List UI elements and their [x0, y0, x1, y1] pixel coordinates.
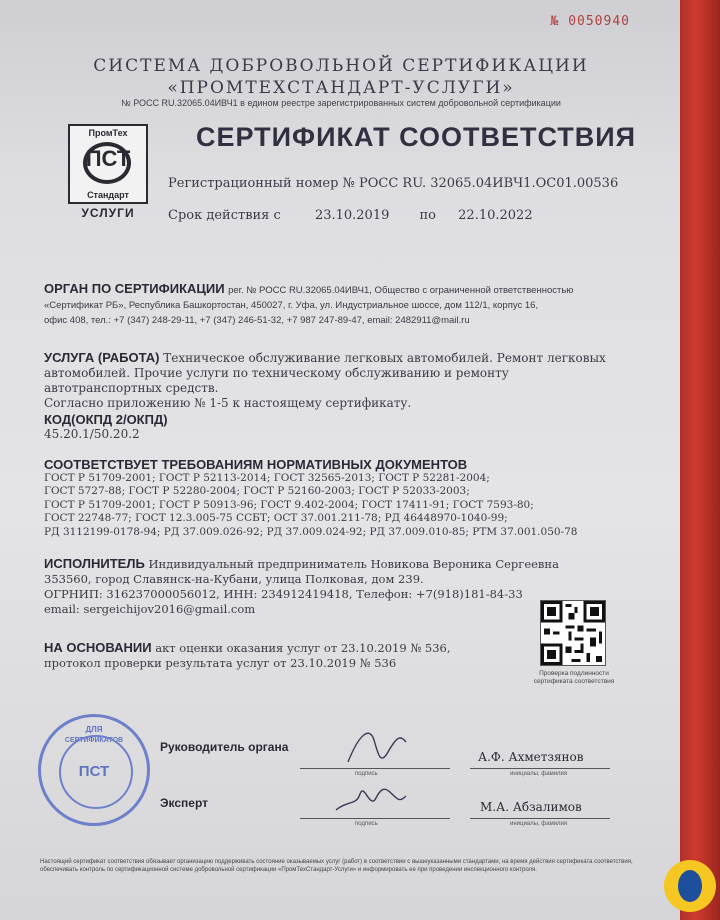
basis-line2: протокол проверки результата услуг от 23.10.2019 № 536 [44, 656, 397, 670]
organ-line2: «Сертификат РБ», Республика Башкортостан, 450027, г. Уфа, ул. Индустриальное шоссе, дом 112/1, корпус 16, [44, 300, 539, 311]
service-line1: Техническое обслуживание легковых автомобилей. Ремонт легковых [163, 351, 606, 365]
validity-period [168, 208, 533, 223]
standards-section [44, 458, 624, 539]
expert-name-sub: инициалы, фамилия [510, 821, 568, 827]
standards-line: ГОСТ 22748-77; ГОСТ 12.3.005-75 ССБТ; ОСТ 37.001.211-78; РД 46448970-1040-99; [44, 512, 508, 524]
basis-section [44, 640, 624, 671]
registration-number: Регистрационный номер № РОСС RU. 32065.04ИВЧ1.ОС01.00536 [168, 176, 619, 191]
organ-line3: офис 408, тел.: +7 (347) 248-29-11, +7 (347) 246-51-32, +7 987 247-89-47, email: 2482911@mail.ru [44, 315, 470, 326]
footnote: Настоящий сертификат соответствия обязывает организацию поддерживать состояние оказываемых услуг (работ) в соответствии с вышеуказанными стандартами, на время действия сертификата соответствия, обеспечивать контроль по сертификационной системе добровольной сертификации «ПромТехСтандарт-Услуги» и информировать ее при проведении инспекционного контроля. [40, 859, 633, 873]
service-heading: УСЛУГА (РАБОТА) [44, 350, 160, 365]
expert-label: Эксперт [160, 796, 209, 810]
code-heading: КОД(ОКПД 2/ОКПД) [44, 412, 168, 427]
basis-heading: НА ОСНОВАНИИ [44, 640, 152, 655]
system-name: «ПРОМТЕХСТАНДАРТ-УСЛУГИ» [167, 78, 515, 98]
expert-name-line [470, 818, 610, 819]
validity-to-label: по [419, 208, 437, 223]
head-name-sub: инициалы, фамилия [510, 771, 568, 777]
standards-line: РД 3112199-0178-94; РД 37.009.026-92; РД 37.009.024-92; РД 37.009.010-85; РТМ 37.001.050-78 [44, 525, 578, 538]
corner-logo-icon [664, 860, 716, 912]
logo-mark-text: ПСТ [85, 146, 131, 171]
stamp-mark-text: ПСТ [78, 763, 110, 780]
validity-to: 22.10.2022 [458, 208, 533, 223]
validity-from: 23.10.2019 [314, 208, 390, 223]
expert-name: М.А. Абзалимов [480, 800, 582, 814]
validity-label: Срок действия с [168, 208, 281, 223]
expert-signature-icon [330, 780, 410, 820]
basis-line1: акт оценки оказания услуг от 23.10.2019 № 536, [155, 641, 451, 655]
logo-bottom-text: Стандарт [87, 190, 129, 200]
code-section [44, 412, 624, 442]
logo-top-text: ПромТех [88, 128, 128, 138]
service-section [44, 350, 624, 411]
head-name-line [470, 768, 610, 769]
certificate-title: СЕРТИФИКАТ СООТВЕТСТВИЯ [196, 122, 637, 152]
service-line3: Согласно приложению № 1-5 к настоящему сертификату. [44, 396, 412, 410]
system-registry: № РОСС RU.32065.04ИВЧ1 в едином реестре зарегистрированных систем добровольной сертификации [121, 98, 561, 108]
standards-line: ГОСТ 5727-88; ГОСТ Р 52280-2004; ГОСТ Р 52160-2003; ГОСТ Р 52033-2003; [44, 485, 470, 497]
head-label: Руководитель органа [160, 740, 289, 754]
executor-line1: Индивидуальный предприниматель Новикова Вероника Сергеевна [148, 557, 559, 571]
logo-caption: УСЛУГИ [81, 206, 135, 220]
pst-logo [66, 124, 150, 220]
organ-section [44, 282, 624, 328]
organ-heading: ОРГАН ПО СЕРТИФИКАЦИИ [44, 281, 225, 296]
organ-line1: рег. № РОСС RU.32065.04ИВЧ1, Общество с ограниченной ответственностью [228, 285, 574, 296]
serial-number: № 0050940 [550, 14, 630, 29]
head-sign-sub: подпись [355, 771, 378, 777]
service-line2: автомобилей. Прочие услуги по техническому обслуживанию и ремонту автотранспортных средств. [44, 366, 509, 395]
stamp-seal [38, 714, 150, 826]
executor-heading: ИСПОЛНИТЕЛЬ [44, 556, 145, 571]
system-title: СИСТЕМА ДОБРОВОЛЬНОЙ СЕРТИФИКАЦИИ [93, 56, 589, 76]
stamp-word-text: СЕРТИФИКАТОВ [64, 737, 124, 744]
standards-line: ГОСТ Р 51709-2001; ГОСТ Р 52113-2014; ГОСТ 32565-2013; ГОСТ Р 52281-2004; [44, 471, 490, 484]
executor-section [44, 556, 624, 617]
code-value: 45.20.1/50.20.2 [44, 427, 140, 441]
head-name: А.Ф. Ахметзянов [478, 750, 584, 764]
executor-line2: 353560, город Славянск-на-Кубани, улица Полковая, дом 239. [44, 572, 424, 586]
executor-line3: ОГРНИП: 316237000056012, ИНН: 234912419418, Телефон: +7(918)181-84-33 [44, 587, 523, 601]
head-signature-icon [340, 722, 410, 772]
pst-logo-icon [68, 124, 148, 204]
qr-code-icon[interactable] [540, 600, 606, 666]
stamp-top-text: ДЛЯ [85, 725, 103, 734]
standards-line: ГОСТ Р 51709-2001; ГОСТ Р 50913-96; ГОСТ 9.402-2004; ГОСТ 17411-91; ГОСТ 7593-80; [44, 498, 534, 511]
frame-edge [680, 0, 720, 920]
standards-heading: СООТВЕТСТВУЕТ ТРЕБОВАНИЯМ НОРМАТИВНЫХ ДОКУМЕНТОВ [44, 457, 468, 472]
qr-caption: Проверка подлинности сертификата соответствия [533, 670, 615, 685]
expert-sign-sub: подпись [355, 821, 378, 827]
executor-line4: email: sergeichijov2016@gmail.com [44, 602, 256, 616]
